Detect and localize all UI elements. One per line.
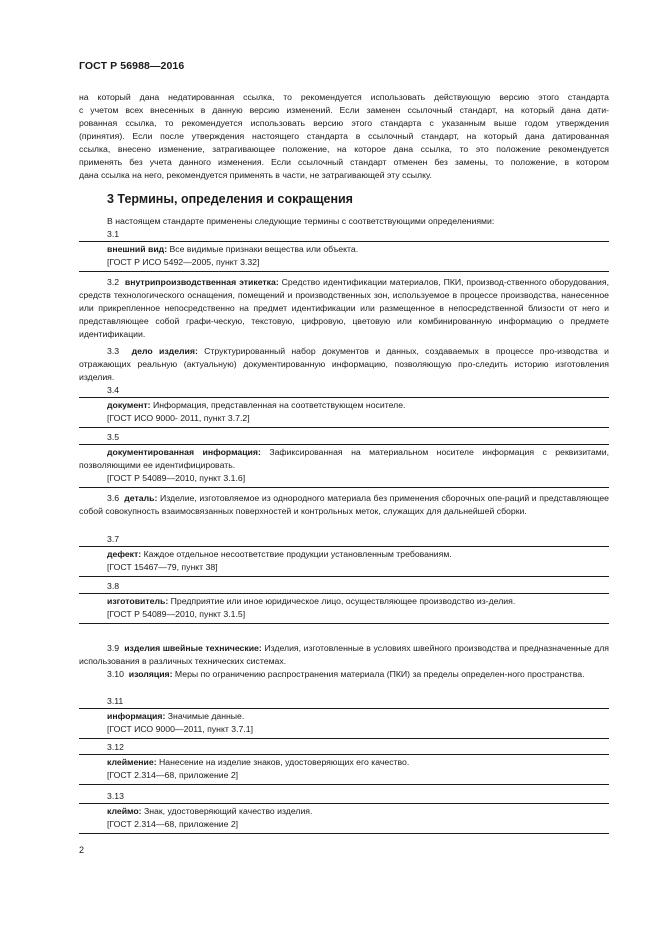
page-number: 2	[79, 845, 85, 855]
term-text: Знак, удостоверяющий качество изделия.	[141, 806, 313, 816]
term-name: клеймо:	[107, 806, 142, 816]
term-number: 3.4	[107, 385, 120, 395]
term-box-3-5	[79, 444, 609, 488]
term-paragraph-3-9	[79, 642, 609, 668]
term-reference: [ГОСТ Р 54089—2010, пункт 3.1.6]	[107, 473, 246, 483]
term-number: 3.9	[107, 643, 120, 653]
term-text: Изделие, изготовляемое из однородного материала без применения сборочных опе-раций и представляющее собой совокупность взаимосвязанных поверхностей и контрольных меток, служащих для дальнейшей сборки.	[79, 493, 609, 516]
term-paragraph-3-6	[79, 492, 609, 518]
term-name: изоляция:	[128, 669, 173, 679]
term-number: 3.10	[107, 669, 124, 679]
term-paragraph-3-2	[79, 276, 609, 341]
term-number: 3.8	[107, 581, 120, 591]
term-name: дело изделия:	[131, 346, 198, 356]
intro-paragraph	[79, 91, 609, 182]
term-name: информация:	[107, 711, 166, 721]
term-name: документ:	[107, 400, 151, 410]
intro-line: применять без учета данного изменения. Если ссылочный стандарт отменен без замены, то положение, в котором	[79, 157, 609, 167]
intro-line: на который дана недатированная ссылка, то рекомендуется использовать действующую версию этого стандарта	[79, 92, 609, 102]
intro-line: дана ссылка на него, рекомендуется применять в части, не затрагивающей эту ссылку.	[79, 170, 432, 180]
term-text: Информация, представленная на соответствующем носителе.	[150, 400, 406, 410]
intro-line: (принятия). Если после утверждения настоящего стандарта в ссылочный стандарт, на который дана датированная	[79, 131, 609, 141]
term-text: Значимые данные.	[165, 711, 245, 721]
term-text: Меры по ограничению распространения материала (ПКИ) за пределы определен-ного пространства.	[172, 669, 585, 679]
term-name: внутрипроизводственная этикетка:	[124, 277, 279, 287]
term-text: Каждое отдельное несоответствие продукции установленным требованиям.	[141, 549, 452, 559]
term-name: внешний вид:	[107, 244, 168, 254]
term-definition	[79, 446, 609, 472]
term-number: 3.11	[107, 696, 124, 706]
term-definition	[79, 399, 609, 412]
term-text: Нанесение на изделие знаков, удостоверяющих его качество.	[156, 757, 410, 767]
term-reference: [ГОСТ 2.314—68, приложение 2]	[107, 770, 239, 780]
term-reference: [ГОСТ 2.314—68, приложение 2]	[107, 819, 239, 829]
term-box-3-8	[79, 593, 609, 624]
term-text: Изделия, изготовленные в условиях швейного производства и предназначенные для использования в различных технических системах.	[79, 643, 610, 666]
term-number: 3.12	[107, 742, 124, 752]
term-name: изделия швейные технические:	[124, 643, 262, 653]
term-definition	[79, 805, 609, 818]
term-number: 3.1	[107, 229, 120, 239]
term-reference: [ГОСТ ИСО 9000—2011, пункт 3.7.1]	[107, 724, 253, 734]
section-lead: В настоящем стандарте применены следующие термины с соответствующими определениями:	[107, 216, 495, 226]
term-definition	[79, 548, 609, 561]
term-text: Все видимые признаки вещества или объекта.	[167, 244, 359, 254]
term-number: 3.13	[107, 791, 124, 801]
intro-line: ссылка, внесено изменение, затрагивающее положение, на которое дана ссылка, то это положение рекомендуется	[79, 144, 609, 154]
term-reference: [ГОСТ Р 54089—2010, пункт 3.1.5]	[107, 609, 246, 619]
term-box-3-1	[79, 241, 609, 272]
term-box-3-13	[79, 803, 609, 834]
intro-line: рованная ссылка, то рекомендуется использовать версию этого стандарта с указанным выше годом утверждения	[79, 118, 609, 128]
term-reference: [ГОСТ Р ИСО 5492—2005, пункт 3.32]	[107, 257, 260, 267]
term-reference: [ГОСТ ИСО 9000- 2011, пункт 3.7.2]	[107, 413, 250, 423]
term-box-3-4	[79, 397, 609, 428]
term-name: деталь:	[124, 493, 158, 503]
intro-line: с учетом всех внесенных в данную версию изменений. Если заменен ссылочный стандарт, на который дана дати-	[79, 105, 609, 115]
term-box-3-12	[79, 754, 609, 785]
term-number: 3.3	[107, 346, 120, 356]
term-name: изготовитель:	[107, 596, 169, 606]
term-paragraph-3-3	[79, 345, 609, 384]
term-name: документированная информация:	[107, 447, 261, 457]
document-header: ГОСТ Р 56988—2016	[79, 60, 185, 72]
term-name: дефект:	[107, 549, 142, 559]
term-definition	[79, 756, 609, 769]
term-definition	[79, 595, 609, 608]
term-reference: [ГОСТ 15467—79, пункт 38]	[107, 562, 218, 572]
term-box-3-7	[79, 546, 609, 577]
term-paragraph-3-10	[79, 668, 609, 681]
term-text: Средство идентификации материалов, ПКИ, производ-ственного оборудования, средств технологического оснащения, помещений и производственных зон, используемое в процессе производства, нанесенное или прикрепленное непосредственно на предмет идентификации или размещенное в непосредственной близости от него и представляющее собой графи-ческую, текстовую, цифровую, цветовую или комбинированную информацию о предмете идентификации.	[79, 277, 610, 339]
term-text: Структурированный набор документов и данных, создаваемых в процессе про-изводства и отражающих реальную (актуальную) документированную информацию, позволяющую про-следить историю изготовления изделия.	[79, 346, 609, 382]
term-number: 3.7	[107, 534, 120, 544]
section-title: 3 Термины, определения и сокращения	[107, 192, 353, 206]
term-number: 3.2	[107, 277, 120, 287]
term-definition	[79, 710, 609, 723]
term-number: 3.5	[107, 432, 120, 442]
term-name: клеймение:	[107, 757, 157, 767]
term-number: 3.6	[107, 493, 120, 503]
term-box-3-11	[79, 708, 609, 739]
term-definition	[79, 243, 609, 256]
term-text: Зафиксированная на материальном носителе информация с реквизитами, позволяющими ее идентифицировать.	[79, 447, 610, 470]
term-text: Предприятие или иное юридическое лицо, осуществляющее производство из-делия.	[168, 596, 516, 606]
